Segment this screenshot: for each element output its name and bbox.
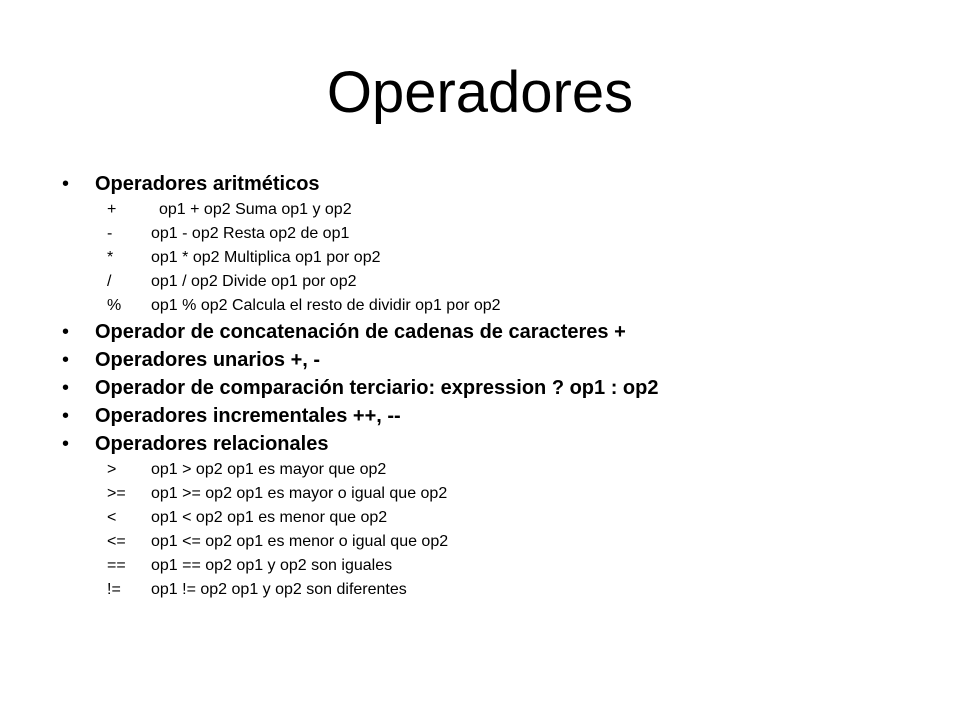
operator-symbol: - (107, 225, 113, 242)
list-item (62, 554, 942, 578)
operator-description: op1 != op2 op1 y op2 son diferentes (151, 581, 407, 598)
arithmetic-operators-list (62, 198, 942, 318)
bullet-dot: • (62, 173, 70, 195)
list-item (62, 458, 942, 482)
operator-symbol: / (107, 273, 112, 290)
relational-operators-list (62, 458, 942, 602)
bullet-text: Operadores incrementales ++, -- (95, 405, 401, 427)
bullet-unary-operators (62, 346, 942, 374)
bullet-incremental-operators (62, 402, 942, 430)
list-item (62, 294, 942, 318)
operator-description: op1 / op2 Divide op1 por op2 (151, 273, 357, 290)
operator-symbol: <= (107, 533, 126, 550)
operator-description: op1 % op2 Calcula el resto de dividir op1 por op2 (151, 297, 501, 314)
bullet-dot: • (62, 349, 70, 371)
operator-description: op1 + op2 Suma op1 y op2 (159, 201, 352, 218)
operator-symbol: == (107, 557, 126, 574)
operator-description: op1 < op2 op1 es menor que op2 (151, 509, 388, 526)
slide-title: Operadores (326, 60, 634, 125)
bullet-concatenation-operator (62, 318, 942, 346)
operator-symbol: * (107, 249, 114, 266)
slide-content (62, 170, 942, 602)
operator-symbol: % (107, 297, 122, 314)
list-item (62, 270, 942, 294)
bullet-dot: • (62, 405, 70, 427)
operator-description: op1 * op2 Multiplica op1 por op2 (151, 249, 381, 266)
bullet-text: Operadores aritméticos (95, 173, 320, 195)
bullet-text: Operadores relacionales (95, 433, 329, 455)
list-item (62, 246, 942, 270)
list-item (62, 198, 942, 222)
bullet-text: Operadores unarios +, - (95, 349, 321, 371)
bullet-relational-operators (62, 430, 942, 458)
operator-symbol: >= (107, 485, 126, 502)
bullet-ternary-operator (62, 374, 942, 402)
operator-symbol: + (107, 201, 117, 218)
bullet-text: Operador de comparación terciario: expression ? op1 : op2 (95, 377, 659, 399)
operator-description: op1 - op2 Resta op2 de op1 (151, 225, 350, 242)
bullet-dot: • (62, 321, 70, 343)
operator-symbol: != (107, 581, 121, 598)
operator-description: op1 > op2 op1 es mayor que op2 (151, 461, 387, 478)
bullet-dot: • (62, 377, 70, 399)
operator-description: op1 == op2 op1 y op2 son iguales (151, 557, 393, 574)
list-item (62, 578, 942, 602)
list-item (62, 222, 942, 246)
list-item (62, 482, 942, 506)
operator-symbol: < (107, 509, 117, 526)
operator-symbol: > (107, 461, 117, 478)
operator-description: op1 <= op2 op1 es menor o igual que op2 (151, 533, 449, 550)
bullet-arithmetic-operators (62, 170, 942, 198)
list-item (62, 506, 942, 530)
operator-description: op1 >= op2 op1 es mayor o igual que op2 (151, 485, 448, 502)
list-item (62, 530, 942, 554)
bullet-text: Operador de concatenación de cadenas de caracteres + (95, 321, 626, 343)
bullet-dot: • (62, 433, 70, 455)
